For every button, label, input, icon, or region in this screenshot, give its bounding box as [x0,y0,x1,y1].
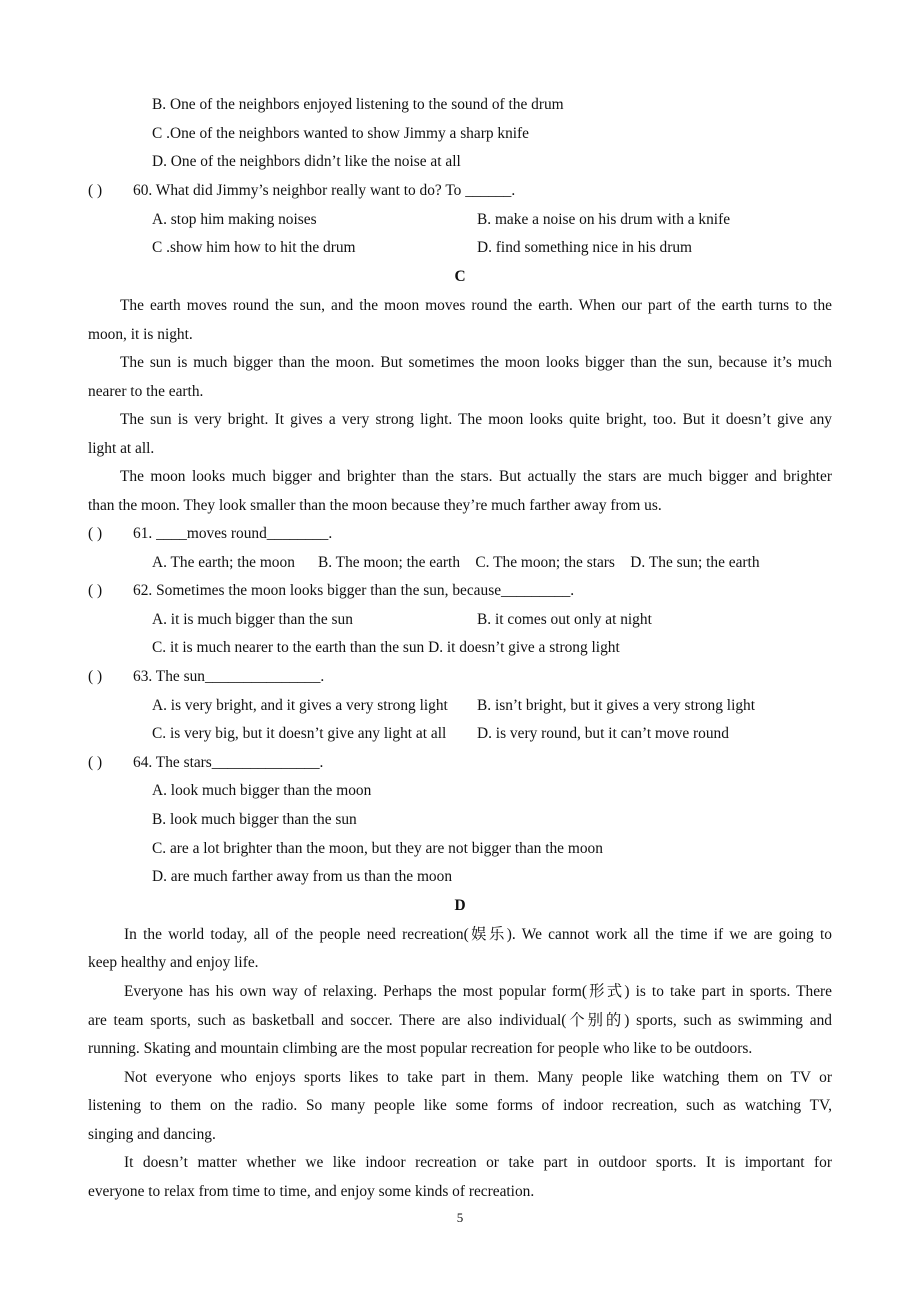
section-d-heading: D [454,897,466,914]
q63-answer-paren: ( ) [88,668,103,685]
q59-option-d: D. One of the neighbors didn’t like the noise at all [152,153,461,170]
q60-stem: 60. What did Jimmy’s neighbor really want to do? To ______. [133,182,516,199]
q64-option-b: B. look much bigger than the sun [152,811,357,828]
section-c-heading: C [454,268,466,285]
q62-option-b: B. it comes out only at night [477,611,652,628]
passage-d-p1-line2: keep healthy and enjoy life. [88,954,259,971]
q63-option-a: A. is very bright, and it gives a very strong light [152,697,448,714]
passage-c-p1-line2: moon, it is night. [88,326,193,343]
q60-option-a: A. stop him making noises [152,211,317,228]
passage-c-p3-line1: The sun is very bright. It gives a very strong light. The moon looks quite bright, too. But it doesn’t give any [120,411,832,428]
q62-stem: 62. Sometimes the moon looks bigger than the sun, because_________. [133,582,575,599]
q64-option-a: A. look much bigger than the moon [152,782,372,799]
q64-answer-paren: ( ) [88,754,103,771]
q59-option-b: B. One of the neighbors enjoyed listening to the sound of the drum [152,96,564,113]
passage-d-p3-line1: Not everyone who enjoys sports likes to take part in them. Many people like watching them on TV or [124,1069,832,1086]
q63-option-d: D. is very round, but it can’t move round [477,725,729,742]
q62-option-c-d: C. it is much nearer to the earth than the sun D. it doesn’t give a strong light [152,639,620,656]
passage-c-p4-line2: than the moon. They look smaller than the moon because they’re much farther away from us. [88,497,662,514]
q64-stem: 64. The stars______________. [133,754,324,771]
passage-c-p2-line1: The sun is much bigger than the moon. But sometimes the moon looks bigger than the sun, because it’s much [120,354,832,371]
page-number: 5 [456,1210,464,1225]
q60-option-d: D. find something nice in his drum [477,239,693,256]
q59-option-c: C .One of the neighbors wanted to show Jimmy a sharp knife [152,125,530,142]
q61-answer-paren: ( ) [88,525,103,542]
q61-stem: 61. ____moves round________. [133,525,333,542]
passage-d-p4-line1: It doesn’t matter whether we like indoor recreation or take part in outdoor sports. It is important for [124,1154,832,1171]
q63-option-b: B. isn’t bright, but it gives a very strong light [477,697,756,714]
passage-c-p2-line2: nearer to the earth. [88,383,204,400]
passage-c-p3-line2: light at all. [88,440,155,457]
passage-d-p1-line1: In the world today, all of the people need recreation(娱乐). We cannot work all the time if we are going to [124,926,832,943]
passage-d-p2-line1: Everyone has his own way of relaxing. Perhaps the most popular form(形式) is to take part in sports. There [124,983,832,1000]
q62-option-a: A. it is much bigger than the sun [152,611,353,628]
passage-d-p3-line3: singing and dancing. [88,1126,216,1143]
q63-option-c: C. is very big, but it doesn’t give any light at all [152,725,447,742]
q60-option-c: C .show him how to hit the drum [152,239,356,256]
q60-answer-paren: ( ) [88,182,103,199]
passage-d-p3-line2: listening to them on the radio. So many people like some forms of indoor recreation, such as watching TV, [88,1097,832,1114]
q60-option-b: B. make a noise on his drum with a knife [477,211,731,228]
q63-stem: 63. The sun_______________. [133,668,325,685]
passage-d-p2-line3: running. Skating and mountain climbing are the most popular recreation for people who like to be outdoors. [88,1040,753,1057]
passage-d-p4-line2: everyone to relax from time to time, and enjoy some kinds of recreation. [88,1183,535,1200]
passage-c-p4-line1: The moon looks much bigger and brighter than the stars. But actually the stars are much bigger and brighter [120,468,832,485]
passage-d-p2-line2: are team sports, such as basketball and soccer. There are also individual(个别的) sports, such as swimming and [88,1012,832,1029]
q64-option-d: D. are much farther away from us than the moon [152,868,453,885]
q61-options: A. The earth; the moon B. The moon; the earth C. The moon; the stars D. The sun; the earth [152,554,760,571]
q62-answer-paren: ( ) [88,582,103,599]
q64-option-c: C. are a lot brighter than the moon, but they are not bigger than the moon [152,840,603,857]
passage-c-p1-line1: The earth moves round the sun, and the moon moves round the earth. When our part of the earth turns to the [120,297,832,314]
